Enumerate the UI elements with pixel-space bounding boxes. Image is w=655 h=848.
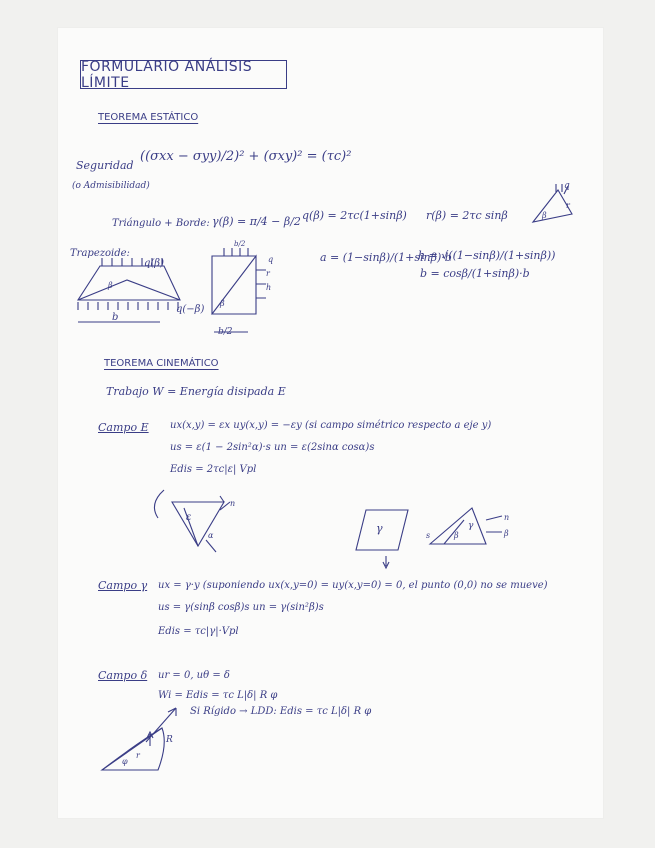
gamma-shear-figure bbox=[346, 500, 418, 572]
campo-e-label: Campo E bbox=[98, 421, 149, 434]
h-formula: h = √((1−sinβ)/(1+sinβ)) bbox=[418, 249, 556, 262]
svg-text:α: α bbox=[208, 531, 214, 540]
static-theorem-heading: TEOREMA ESTÁTICO bbox=[98, 112, 199, 123]
kinematic-theorem-heading: TEOREMA CINEMÁTICO bbox=[104, 358, 219, 369]
work-statement: Trabajo W = Energía disipada E bbox=[106, 385, 286, 398]
gamma-beta-formula: γ(β) = π/4 − β/2 bbox=[212, 215, 301, 228]
campo-e-figure bbox=[150, 488, 260, 568]
svg-text:β: β bbox=[454, 531, 459, 540]
svg-text:ε: ε bbox=[186, 512, 192, 523]
corner-wedge-figure bbox=[528, 182, 578, 232]
svg-text:n: n bbox=[230, 499, 236, 508]
q-minus-beta-label: q(−β) bbox=[176, 304, 205, 315]
b-half-label: b/2 bbox=[218, 327, 233, 337]
q-beta-formula: q(β) = 2τc(1+sinβ) bbox=[302, 209, 407, 222]
trapezoid-b-label: b bbox=[112, 312, 119, 323]
campo-delta-figure bbox=[96, 704, 206, 784]
campo-gamma-line1: ux = γ·y (suponiendo ux(x,y=0) = uy(x,y=0) = 0, el punto (0,0) no se mueve) bbox=[158, 580, 548, 591]
campo-delta-line2: Wi = Edis = τc L|δ| R φ bbox=[158, 690, 278, 701]
a-formula: a = (1−sinβ)/(1+sinβ)·b bbox=[320, 251, 452, 264]
svg-text:β: β bbox=[108, 281, 113, 290]
svg-text:s: s bbox=[426, 531, 431, 540]
campo-gamma-line2: us = γ(sinβ cosβ)s un = γ(sin²β)s bbox=[158, 602, 324, 613]
svg-text:β: β bbox=[504, 529, 509, 538]
svg-text:q: q bbox=[268, 255, 274, 264]
trapezoid-figure bbox=[72, 258, 212, 338]
svg-text:b/2: b/2 bbox=[234, 240, 246, 248]
svg-text:r: r bbox=[566, 201, 570, 210]
r-beta-formula: r(β) = 2τc sinβ bbox=[426, 209, 508, 222]
admisibilidad-label: (o Admisibilidad) bbox=[72, 181, 150, 191]
trapezoid-label: Trapezoide: bbox=[70, 248, 130, 259]
seguridad-label: Seguridad bbox=[76, 159, 134, 172]
q-beta-label: q(β) bbox=[144, 258, 164, 269]
svg-text:R: R bbox=[166, 735, 173, 745]
page-title: FORMULARIO ANÁLISIS LÍMITE bbox=[80, 60, 287, 89]
svg-text:β: β bbox=[542, 211, 547, 220]
campo-delta-label: Campo δ bbox=[98, 669, 148, 682]
campo-delta-line3: Si Rígido → LDD: Edis = τc L|δ| R φ bbox=[190, 706, 372, 717]
svg-text:r: r bbox=[266, 269, 270, 278]
svg-text:h: h bbox=[266, 283, 272, 292]
gamma-wedge-figure bbox=[424, 498, 514, 558]
b-formula: b = cosβ/(1+sinβ)·b bbox=[420, 267, 530, 280]
svg-text:γ: γ bbox=[468, 521, 474, 531]
campo-e-line3: Edis = 2τc|ε| Vpl bbox=[170, 464, 257, 475]
svg-text:β: β bbox=[220, 299, 225, 308]
svg-text:φ: φ bbox=[122, 757, 128, 766]
yield-equation: ((σxx − σyy)/2)² + (σxy)² = (τc)² bbox=[140, 149, 352, 164]
campo-e-line2: us = ε(1 − 2sin²α)·s un = ε(2sinα cosα)s bbox=[170, 442, 375, 453]
svg-text:r: r bbox=[136, 751, 140, 760]
triangle-border-label: Triángulo + Borde: bbox=[112, 218, 210, 229]
svg-text:q: q bbox=[564, 181, 570, 191]
campo-gamma-line3: Edis = τc|γ|·Vpl bbox=[158, 626, 239, 637]
triangle-border-figure bbox=[204, 240, 284, 340]
campo-gamma-label: Campo γ bbox=[98, 579, 148, 592]
campo-delta-line1: ur = 0, uθ = δ bbox=[158, 670, 230, 681]
campo-e-line1: ux(x,y) = εx uy(x,y) = −εy (si campo simétrico respecto a eje y) bbox=[170, 420, 492, 431]
svg-text:γ: γ bbox=[376, 522, 383, 535]
svg-text:n: n bbox=[504, 513, 510, 522]
